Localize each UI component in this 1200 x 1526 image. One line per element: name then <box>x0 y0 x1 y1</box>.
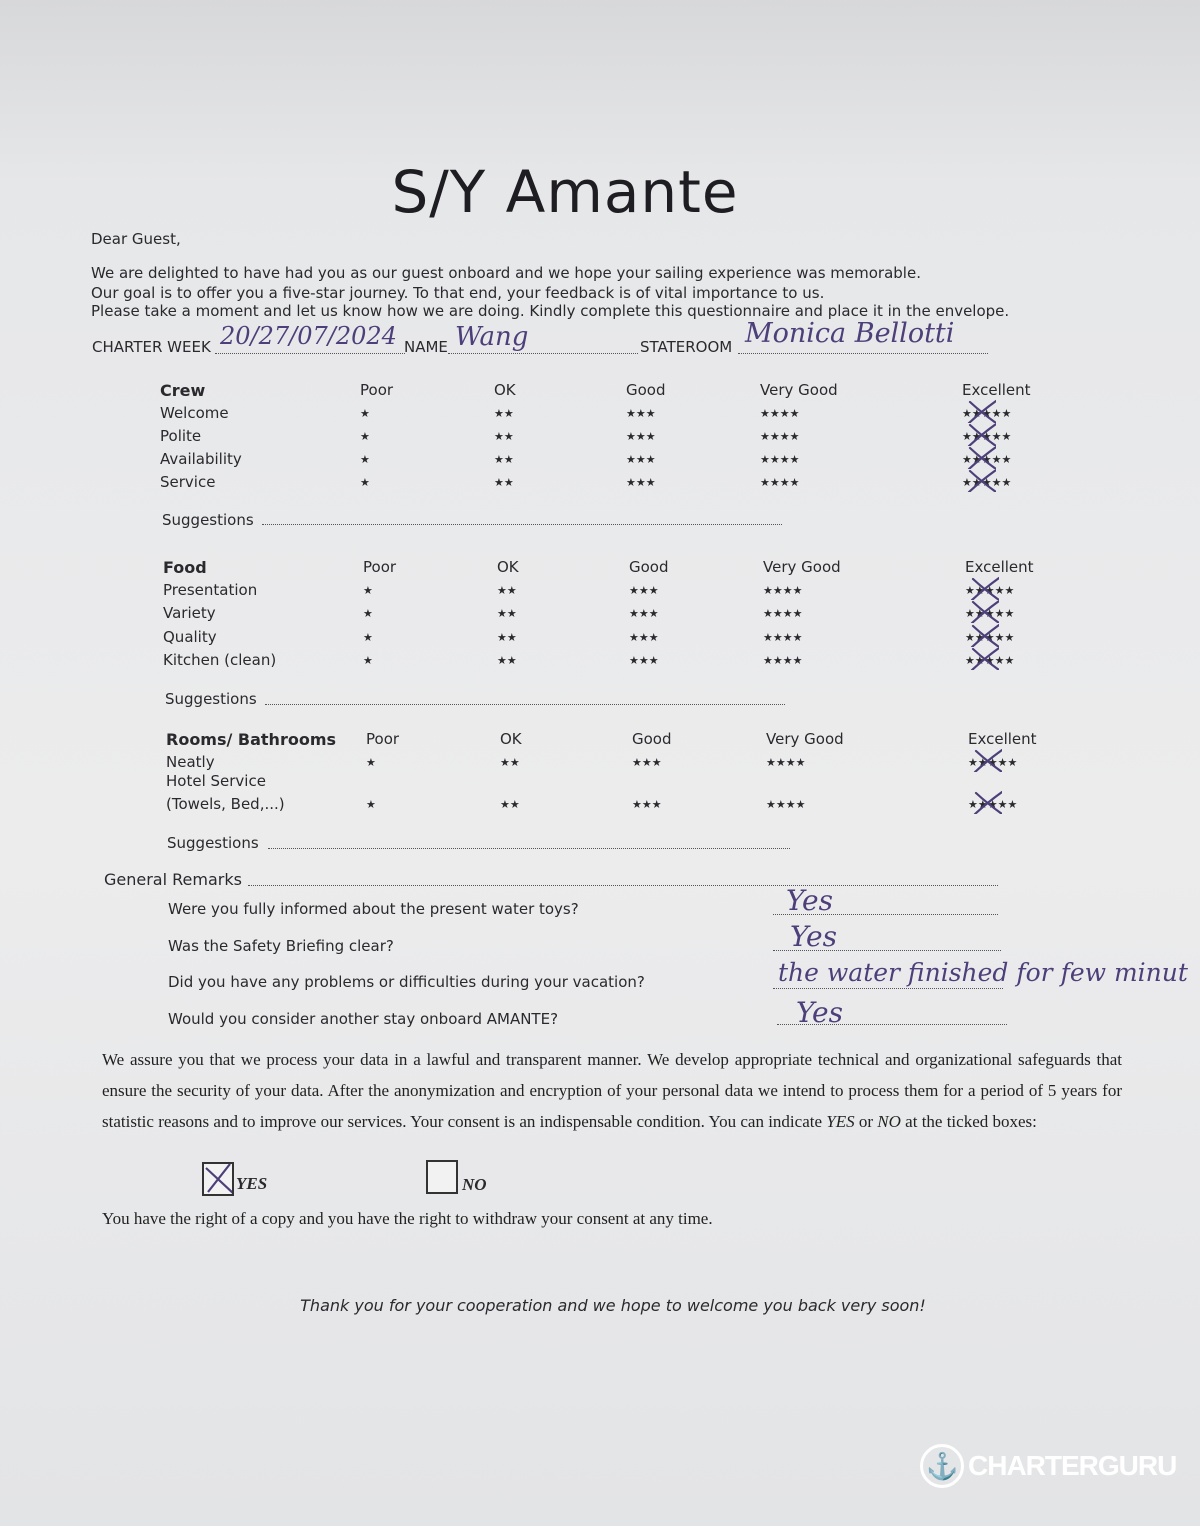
form-title: S/Y Amante <box>391 158 739 226</box>
rating-option[interactable]: ★★★★★ <box>962 430 1012 443</box>
greeting: Dear Guest, <box>91 230 181 248</box>
name-value[interactable]: Wang <box>455 322 529 352</box>
col-very-good: Very Good <box>766 730 844 748</box>
section-title: Rooms/ Bathrooms <box>166 730 337 749</box>
rating-option[interactable]: ★★★ <box>626 407 656 420</box>
row-label: Neatly <box>166 753 215 771</box>
consent-no-word: NO <box>877 1112 901 1131</box>
selected-mark-icon <box>972 748 1002 772</box>
rooms-suggestions-line[interactable] <box>268 848 790 849</box>
rating-option[interactable]: ★★★★ <box>760 430 800 443</box>
stateroom-line <box>738 353 988 354</box>
row-label: Variety <box>163 604 216 622</box>
consent-or: or <box>854 1112 878 1131</box>
checkmark-x-icon <box>204 1164 232 1194</box>
col-very-good: Very Good <box>760 381 838 399</box>
rating-option[interactable]: ★ <box>363 607 373 620</box>
crew-suggestions-line[interactable] <box>262 524 782 525</box>
rating-option[interactable]: ★★ <box>494 430 514 443</box>
rating-option[interactable]: ★ <box>366 798 376 811</box>
general-remarks-line[interactable] <box>248 885 998 886</box>
col-poor: Poor <box>363 558 397 576</box>
question-water-toys: Were you fully informed about the present water toys? <box>168 900 579 918</box>
rating-option[interactable]: ★ <box>360 453 370 466</box>
answer-line[interactable] <box>773 988 1003 989</box>
rating-option[interactable]: ★ <box>360 407 370 420</box>
selected-mark-icon <box>972 790 1002 814</box>
question-safety-briefing: Was the Safety Briefing clear? <box>168 937 394 955</box>
row-label: Welcome <box>160 404 229 422</box>
col-good: Good <box>632 730 672 748</box>
name-label: NAME <box>404 338 448 356</box>
intro-line-2: Our goal is to offer you a five-star journey. To that end, your feedback is of vital importance to us. <box>91 284 825 302</box>
rating-option[interactable]: ★★★ <box>626 476 656 489</box>
stateroom-label: STATEROOM <box>640 338 733 356</box>
rating-option[interactable]: ★★ <box>500 798 520 811</box>
rating-option[interactable]: ★★★★★ <box>962 407 1012 420</box>
selected-mark-icon <box>969 576 999 600</box>
consent-yes-word: YES <box>826 1112 855 1131</box>
rating-option[interactable]: ★★★★ <box>763 654 803 667</box>
section-title: Crew <box>160 381 206 400</box>
col-excellent: Excellent <box>965 558 1034 576</box>
answer-water-toys[interactable]: Yes <box>786 884 833 917</box>
rating-option[interactable]: ★★ <box>500 756 520 769</box>
rating-option[interactable]: ★★★★ <box>760 453 800 466</box>
consent-rights: You have the right of a copy and you have the right to withdraw your consent at any time. <box>102 1209 713 1228</box>
row-label: Hotel Service <box>166 772 266 790</box>
row-label: Kitchen (clean) <box>163 651 277 669</box>
col-ok: OK <box>500 730 522 748</box>
rating-option[interactable]: ★ <box>363 654 373 667</box>
consent-yes-checkbox[interactable] <box>202 1162 234 1196</box>
charter-week-line <box>215 353 405 354</box>
rating-option[interactable]: ★★★★★ <box>968 756 1018 769</box>
rating-option[interactable]: ★★ <box>494 407 514 420</box>
charter-week-label: CHARTER WEEK <box>92 338 211 356</box>
selected-mark-icon <box>966 399 996 423</box>
question-problems: Did you have any problems or difficulties during your vacation? <box>168 973 645 991</box>
rating-option[interactable]: ★★ <box>497 607 517 620</box>
row-label: (Towels, Bed,...) <box>166 795 285 813</box>
selected-mark-icon <box>969 646 999 670</box>
col-poor: Poor <box>360 381 394 399</box>
charter-week-value[interactable]: 20/27/07/2024 <box>220 322 397 350</box>
food-suggestions-line[interactable] <box>265 704 785 705</box>
row-label: Polite <box>160 427 202 445</box>
selected-mark-icon <box>969 623 999 647</box>
col-poor: Poor <box>366 730 400 748</box>
rating-option[interactable]: ★★★★★ <box>962 476 1012 489</box>
general-remarks-title: General Remarks <box>104 870 242 889</box>
rating-option[interactable]: ★★★★★ <box>968 798 1018 811</box>
answer-problems[interactable]: the water finished for few minut <box>778 958 1188 987</box>
rating-option[interactable]: ★★★★ <box>760 476 800 489</box>
rating-option[interactable]: ★★★ <box>629 584 659 597</box>
rating-option[interactable]: ★ <box>366 756 376 769</box>
rating-option[interactable]: ★★★★ <box>763 584 803 597</box>
rooms-suggestions-label: Suggestions <box>167 834 259 852</box>
row-label: Presentation <box>163 581 258 599</box>
rating-option[interactable]: ★★★★ <box>766 756 806 769</box>
rating-option[interactable]: ★★★★ <box>766 798 806 811</box>
rating-option[interactable]: ★★★ <box>626 430 656 443</box>
stateroom-value[interactable]: Monica Bellotti <box>745 318 955 349</box>
rating-option[interactable]: ★★★ <box>629 631 659 644</box>
consent-no-label: NO <box>462 1175 487 1194</box>
col-good: Good <box>626 381 666 399</box>
rating-option[interactable]: ★★★★ <box>763 607 803 620</box>
answer-another-stay[interactable]: Yes <box>796 996 843 1029</box>
rating-option[interactable]: ★★★★★ <box>962 453 1012 466</box>
logo-text: CHARTERGURU <box>968 1450 1177 1481</box>
crew-section <box>160 381 1060 541</box>
col-excellent: Excellent <box>962 381 1031 399</box>
consent-no-checkbox[interactable] <box>426 1160 458 1194</box>
rating-option[interactable]: ★★★ <box>632 756 662 769</box>
col-ok: OK <box>497 558 519 576</box>
rating-option[interactable]: ★★ <box>497 654 517 667</box>
rating-option[interactable]: ★★★★★ <box>965 654 1015 667</box>
col-ok: OK <box>494 381 516 399</box>
row-label: Service <box>160 473 216 491</box>
row-label: Quality <box>163 628 217 646</box>
rating-option[interactable]: ★★ <box>494 476 514 489</box>
col-very-good: Very Good <box>763 558 841 576</box>
selected-mark-icon <box>966 445 996 469</box>
selected-mark-icon <box>966 468 996 492</box>
rating-option[interactable]: ★★ <box>494 453 514 466</box>
rooms-section <box>166 730 1066 890</box>
row-label: Availability <box>160 450 242 468</box>
intro-line-1: We are delighted to have had you as our guest onboard and we hope your sailing experience was memorable. <box>91 264 921 282</box>
consent-text: We assure you that we process your data in a lawful and transparent manner. We develop appropriate technical and organizational safeguards that ensure the security of your data. After the anonymization and encryption of your personal data we intend to process them for a period of 5 years for statistic reasons and to improve our services. Your consent is an indispensable condition. You can indicate <box>102 1050 1122 1131</box>
rating-option[interactable]: ★★ <box>497 584 517 597</box>
rating-option[interactable]: ★★★ <box>629 654 659 667</box>
rating-option[interactable]: ★★★★★ <box>965 607 1015 620</box>
section-title: Food <box>163 558 207 577</box>
rating-option[interactable]: ★★★★★ <box>965 584 1015 597</box>
rating-option[interactable]: ★★ <box>497 631 517 644</box>
selected-mark-icon <box>966 422 996 446</box>
question-another-stay: Would you consider another stay onboard AMANTE? <box>168 1010 559 1028</box>
answer-safety-briefing[interactable]: Yes <box>790 920 837 953</box>
rating-option[interactable]: ★★★ <box>626 453 656 466</box>
rating-option[interactable]: ★★★ <box>632 798 662 811</box>
food-suggestions-label: Suggestions <box>165 690 257 708</box>
rating-option[interactable]: ★★★★★ <box>965 631 1015 644</box>
food-section <box>163 558 1063 718</box>
intro-line-3: Please take a moment and let us know how we are doing. Kindly complete this questionnaire and place it in the envelope. <box>91 302 1010 320</box>
rating-option[interactable]: ★ <box>363 631 373 644</box>
crew-suggestions-label: Suggestions <box>162 511 254 529</box>
rating-option[interactable]: ★ <box>360 476 370 489</box>
consent-paragraph <box>102 1044 1122 1137</box>
anchor-icon: ⚓ <box>920 1444 964 1488</box>
col-excellent: Excellent <box>968 730 1037 748</box>
rating-option[interactable]: ★★★★ <box>760 407 800 420</box>
rating-option[interactable]: ★★★★ <box>763 631 803 644</box>
name-line <box>448 353 638 354</box>
rating-option[interactable]: ★★★ <box>629 607 659 620</box>
consent-text-2: at the ticked boxes: <box>900 1112 1037 1131</box>
selected-mark-icon <box>969 599 999 623</box>
rating-option[interactable]: ★ <box>360 430 370 443</box>
col-good: Good <box>629 558 669 576</box>
consent-yes-label: YES <box>236 1174 268 1193</box>
rating-option[interactable]: ★ <box>363 584 373 597</box>
charterguru-logo <box>920 1444 1176 1488</box>
thank-you-message: Thank you for your cooperation and we hope to welcome you back very soon! <box>300 1296 926 1315</box>
